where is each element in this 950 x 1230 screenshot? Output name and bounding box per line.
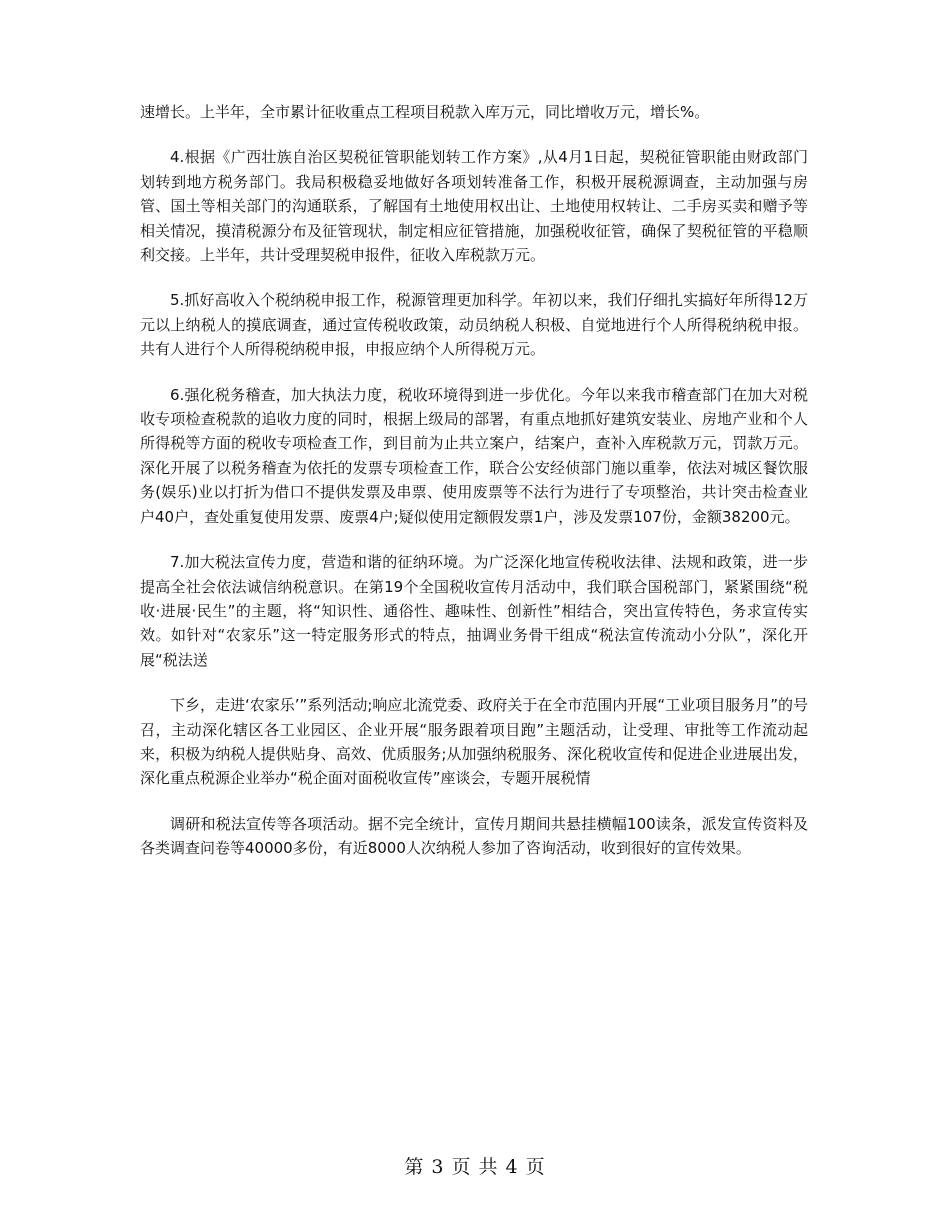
paragraph-item-7-tax-publicity: 7.加大税法宣传力度，营造和谐的征纳环境。为广泛深化地宣传税收法律、法规和政策，进一步提高全社会依法诚信纳税意识。在第19个全国税收宣传月活动中，我们联合国税部门，紧紧围绕“税收·进展·民生”的主题，将“知识性、通俗性、趣味性、创新性”相结合，突出宣传特色，务求宣传实效。如针对“农家乐”这一特定服务形式的特点，抽调业务骨干组成“税法宣传流动小分队”，深化开展“税法送 (140, 553, 808, 669)
paragraph-item-7-closing: 调研和税法宣传等各项活动。据不完全统计，宣传月期间共悬挂横幅100读条，派发宣传资料及各类调查问卷等40000多份，有近8000人次纳税人参加了咨询活动，收到很好的宣传效果。 (140, 814, 808, 858)
paragraph-item-7-continued: 下乡，走进‘农家乐’”系列活动;响应北流党委、政府关于在全市范围内开展“工业项目服务月”的号召，主动深化辖区各工业园区、企业开展“服务跟着项目跑”主题活动，让受理、审批等工作流动起来，积极为纳税人提供贴身、高效、优质服务;从加强纳税服务、深化税收宣传和促进企业进展出发，深化重点税源企业举办“税企面对面税收宣传”座谈会，专题开展税情 (140, 696, 808, 788)
paragraph-continuation: 速增长。上半年，全市累计征收重点工程项目税款入库万元，同比增收万元，增长%。 (140, 103, 710, 121)
paragraph-item-4-deed-tax: 4.根据《广西壮族自治区契税征管职能划转工作方案》,从4月1日起，契税征管职能由财政部门划转到地方税务部门。我局积极稳妥地做好各项划转准备工作，积极开展税源调查，主动加强与房管、国土等相关部门的沟通联系，了解国有土地使用权出让、土地使用权转让、二手房买卖和赠予等相关情况，摸清税源分布及征管现状，制定相应征管措施，加强税收征管，确保了契税征管的平稳顺利交接。上半年，共计受理契税申报件，征收入库税款万元。 (140, 148, 808, 265)
paragraph-item-6-tax-inspection: 6.强化税务稽查，加大执法力度，税收环境得到进一步优化。今年以来我市稽查部门在加大对税收专项检查税款的追收力度的同时，根据上级局的部署，有重点地抓好建筑安装业、房地产业和个人所得税等方面的税收专项检查工作，到目前为止共立案户，结案户，查补入库税款万元，罚款万元。深化开展了以税务稽查为依托的发票专项检查工作，联合公安经侦部门施以重拳，依法对城区餐饮服务(娱乐)业以打折为借口不提供发票及串票、使用废票等不法行为进行了专项整治，共计突击检查业户40户，查处重复使用发票、废票4户;疑似使用定额假发票1户，涉及发票107份，金额38200元。 (140, 385, 808, 526)
paragraph-item-5-income-tax: 5.抓好高收入个税纳税申报工作，税源管理更加科学。年初以来，我们仔细扎实搞好年所得12万元以上纳税人的摸底调查，通过宣传税收政策，动员纳税人积极、自觉地进行个人所得税纳税申报。共有人进行个人所得税纳税申报，申报应纳个人所得税万元。 (140, 291, 808, 359)
page-number-footer: 第 3 页 共 4 页 (404, 1156, 546, 1178)
document-body (140, 100, 808, 882)
